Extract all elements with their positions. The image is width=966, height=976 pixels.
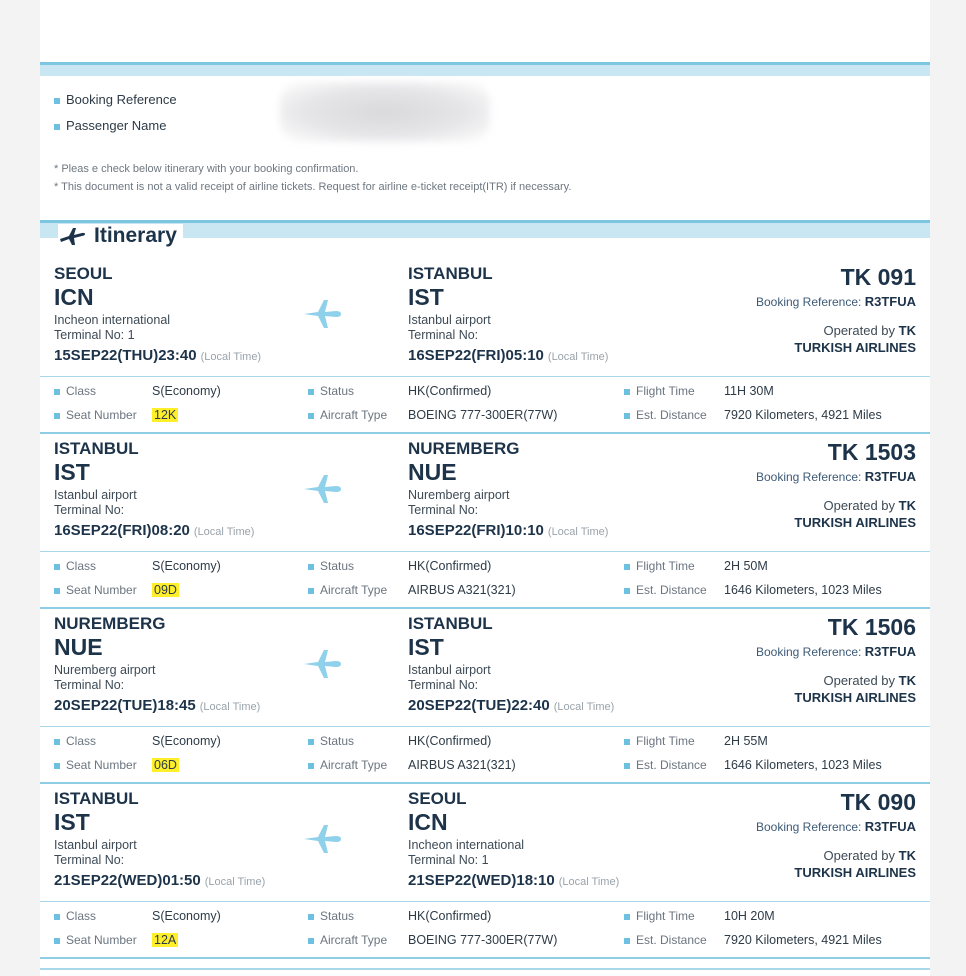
passenger-name-row xyxy=(54,118,166,133)
destination-code: IST xyxy=(408,634,444,660)
flight-segment xyxy=(40,608,930,783)
itinerary-document xyxy=(40,0,930,976)
operated-by xyxy=(794,322,916,356)
aircraft-type-value: AIRBUS A321(321) xyxy=(408,583,516,597)
arrival-datetime: 21SEP22(WED)18:10 xyxy=(408,872,555,889)
departure-time xyxy=(54,347,261,364)
origin-airport: Incheon international xyxy=(54,313,171,327)
airplane-icon xyxy=(302,298,342,330)
flight-time-value: 11H 30M xyxy=(724,384,774,398)
operator-code: TK xyxy=(898,673,916,688)
arrival-time xyxy=(408,522,608,539)
departure-datetime: 15SEP22(THU)23:40 xyxy=(54,347,197,364)
departure-datetime: 16SEP22(FRI)08:20 xyxy=(54,522,190,539)
bullet-icon xyxy=(54,389,60,395)
class-label-cell xyxy=(54,909,96,923)
bullet-icon xyxy=(308,739,314,745)
divider xyxy=(40,901,930,902)
bullet-icon xyxy=(624,914,630,920)
local-time-label: (Local Time) xyxy=(547,351,609,363)
distance-label-cell xyxy=(624,408,707,422)
status-label-cell xyxy=(308,734,354,748)
class-label-cell xyxy=(54,734,96,748)
operator-name: TURKISH AIRLINES xyxy=(794,690,916,705)
status-label: Status xyxy=(320,384,355,398)
flight-time-value: 2H 50M xyxy=(724,559,768,573)
operated-by xyxy=(794,497,916,531)
status-label: Status xyxy=(320,909,355,923)
status-value: HK(Confirmed) xyxy=(408,559,492,573)
origin-city: ISTANBUL xyxy=(54,789,139,808)
bullet-icon xyxy=(308,763,314,769)
origin-terminal: Terminal No: 1 xyxy=(54,328,135,342)
bullet-icon xyxy=(54,763,60,769)
operator-name: TURKISH AIRLINES xyxy=(794,515,916,530)
destination-terminal: Terminal No: 1 xyxy=(408,853,489,867)
redacted-personal-info xyxy=(280,82,490,142)
est-distance-value: 7920 Kilometers, 4921 Miles xyxy=(724,933,882,947)
arrival-datetime: 16SEP22(FRI)05:10 xyxy=(408,347,544,364)
origin-city: SEOUL xyxy=(54,264,113,283)
flight-time-label-cell xyxy=(624,384,695,398)
aircraft-label-cell xyxy=(308,408,387,422)
booking-reference xyxy=(756,294,916,309)
seat-label-cell xyxy=(54,583,137,597)
seat-number-value: 12A xyxy=(154,933,177,947)
operated-by-label: Operated by xyxy=(823,323,896,338)
booking-reference-code: R3TFUA xyxy=(864,469,916,484)
bullet-icon xyxy=(624,763,630,769)
arrival-time xyxy=(408,872,619,889)
bullet-icon xyxy=(308,914,314,920)
operator-code: TK xyxy=(898,498,916,513)
class-label-cell xyxy=(54,384,96,398)
divider xyxy=(40,376,930,377)
aircraft-type-value: AIRBUS A321(321) xyxy=(408,758,516,772)
est-distance-label: Est. Distance xyxy=(636,408,707,422)
origin-terminal: Terminal No: xyxy=(54,503,125,517)
departure-time xyxy=(54,872,265,889)
booking-reference xyxy=(756,819,916,834)
local-time-label: (Local Time) xyxy=(199,701,261,713)
destination-terminal: Terminal No: xyxy=(408,328,479,342)
departure-time xyxy=(54,522,254,539)
seat-label-cell xyxy=(54,758,137,772)
divider xyxy=(40,726,930,727)
status-value: HK(Confirmed) xyxy=(408,909,492,923)
est-distance-label: Est. Distance xyxy=(636,758,707,772)
origin-code: NUE xyxy=(54,634,103,660)
arrival-datetime: 16SEP22(FRI)10:10 xyxy=(408,522,544,539)
destination-terminal: Terminal No: xyxy=(408,678,479,692)
distance-label-cell xyxy=(624,758,707,772)
est-distance-value: 1646 Kilometers, 1023 Miles xyxy=(724,758,882,772)
aircraft-type-label: Aircraft Type xyxy=(320,408,388,422)
local-time-label: (Local Time) xyxy=(200,351,262,363)
bullet-icon xyxy=(624,564,630,570)
arrival-time xyxy=(408,347,608,364)
local-time-label: (Local Time) xyxy=(193,526,255,538)
distance-label-cell xyxy=(624,933,707,947)
aircraft-type-label: Aircraft Type xyxy=(320,933,388,947)
divider xyxy=(40,957,930,959)
destination-terminal: Terminal No: xyxy=(408,503,479,517)
status-label: Status xyxy=(320,559,355,573)
operator-code: TK xyxy=(898,323,916,338)
aircraft-type-value: BOEING 777-300ER(77W) xyxy=(408,408,558,422)
class-value: S(Economy) xyxy=(152,559,221,573)
destination-city: SEOUL xyxy=(408,789,467,808)
flight-time-label: Flight Time xyxy=(636,734,695,748)
class-label: Class xyxy=(66,384,97,398)
origin-code: ICN xyxy=(54,284,94,310)
origin-terminal: Terminal No: xyxy=(54,853,125,867)
aircraft-label-cell xyxy=(308,758,387,772)
seat-number-value: 09D xyxy=(154,583,177,597)
operated-by xyxy=(794,672,916,706)
class-label: Class xyxy=(66,909,97,923)
seat-label-cell xyxy=(54,933,137,947)
aircraft-type-value: BOEING 777-300ER(77W) xyxy=(408,933,558,947)
flight-time-label-cell xyxy=(624,909,695,923)
bullet-icon xyxy=(308,564,314,570)
operator-name: TURKISH AIRLINES xyxy=(794,340,916,355)
destination-city: NUREMBERG xyxy=(408,439,520,458)
aircraft-label-cell xyxy=(308,583,387,597)
origin-city: ISTANBUL xyxy=(54,439,139,458)
bullet-icon xyxy=(624,588,630,594)
origin-airport: Istanbul airport xyxy=(54,838,137,852)
destination-city: ISTANBUL xyxy=(408,614,493,633)
airplane-icon xyxy=(302,473,342,505)
distance-label-cell xyxy=(624,583,707,597)
aircraft-type-label: Aircraft Type xyxy=(320,583,388,597)
bullet-icon xyxy=(624,938,630,944)
operated-by xyxy=(794,847,916,881)
status-label-cell xyxy=(308,559,354,573)
status-value: HK(Confirmed) xyxy=(408,384,492,398)
origin-terminal: Terminal No: xyxy=(54,678,125,692)
airplane-icon xyxy=(302,648,342,680)
seat-number-label: Seat Number xyxy=(66,408,137,422)
operator-code: TK xyxy=(898,848,916,863)
note-line: * Pleas e check below itinerary with your booking confirmation. xyxy=(54,163,359,175)
est-distance-label: Est. Distance xyxy=(636,933,707,947)
seat-label-cell xyxy=(54,408,137,422)
flight-time-label: Flight Time xyxy=(636,909,695,923)
est-distance-value: 1646 Kilometers, 1023 Miles xyxy=(724,583,882,597)
bullet-icon xyxy=(54,98,60,104)
destination-airport: Istanbul airport xyxy=(408,313,491,327)
flight-time-label-cell xyxy=(624,559,695,573)
destination-city: ISTANBUL xyxy=(408,264,493,283)
flight-time-label: Flight Time xyxy=(636,559,695,573)
origin-code: IST xyxy=(54,809,90,835)
header-bar xyxy=(40,62,930,76)
booking-reference-label: Booking Reference: xyxy=(755,470,862,484)
operator-name: TURKISH AIRLINES xyxy=(794,865,916,880)
flight-segment xyxy=(40,433,930,608)
destination-airport: Istanbul airport xyxy=(408,663,491,677)
class-label-cell xyxy=(54,559,96,573)
class-label: Class xyxy=(66,559,97,573)
seat-number-label: Seat Number xyxy=(66,933,137,947)
flight-segment xyxy=(40,783,930,958)
destination-airport: Incheon international xyxy=(408,838,525,852)
est-distance-value: 7920 Kilometers, 4921 Miles xyxy=(724,408,882,422)
flight-number: TK 1503 xyxy=(827,439,916,465)
operated-by-label: Operated by xyxy=(823,498,896,513)
departure-datetime: 21SEP22(WED)01:50 xyxy=(54,872,201,889)
booking-reference-code: R3TFUA xyxy=(864,644,916,659)
flight-number: TK 1506 xyxy=(827,614,916,640)
booking-reference-code: R3TFUA xyxy=(864,294,916,309)
origin-city: NUREMBERG xyxy=(54,614,166,633)
divider xyxy=(40,551,930,552)
booking-reference-label: Booking Reference: xyxy=(755,295,862,309)
bullet-icon xyxy=(54,564,60,570)
flight-segment xyxy=(40,258,930,433)
bullet-icon xyxy=(308,938,314,944)
booking-reference-label: Booking Reference: xyxy=(755,820,862,834)
seat-number-label: Seat Number xyxy=(66,583,137,597)
class-value: S(Economy) xyxy=(152,384,221,398)
origin-airport: Nuremberg airport xyxy=(54,663,156,677)
destination-code: NUE xyxy=(408,459,457,485)
flight-number: TK 091 xyxy=(840,264,916,290)
divider xyxy=(40,968,930,970)
destination-code: ICN xyxy=(408,809,448,835)
seat-number-value: 12K xyxy=(154,408,177,422)
booking-reference xyxy=(756,469,916,484)
itinerary-heading xyxy=(58,224,183,248)
operated-by-label: Operated by xyxy=(823,673,896,688)
aircraft-type-label: Aircraft Type xyxy=(320,758,388,772)
departure-datetime: 20SEP22(TUE)18:45 xyxy=(54,697,196,714)
booking-reference-label: Booking Reference: xyxy=(755,645,862,659)
flight-time-value: 2H 55M xyxy=(724,734,768,748)
class-label: Class xyxy=(66,734,97,748)
origin-airport: Istanbul airport xyxy=(54,488,137,502)
bullet-icon xyxy=(308,413,314,419)
class-value: S(Economy) xyxy=(152,734,221,748)
status-label-cell xyxy=(308,909,354,923)
bullet-icon xyxy=(54,124,60,130)
airplane-icon xyxy=(58,225,86,247)
destination-airport: Nuremberg airport xyxy=(408,488,510,502)
operated-by-label: Operated by xyxy=(823,848,896,863)
bullet-icon xyxy=(54,588,60,594)
passenger-name-label: Passenger Name xyxy=(66,118,167,133)
bullet-icon xyxy=(54,413,60,419)
bullet-icon xyxy=(624,413,630,419)
booking-reference-label: Booking Reference xyxy=(66,92,177,107)
est-distance-label: Est. Distance xyxy=(636,583,707,597)
status-label: Status xyxy=(320,734,355,748)
bullet-icon xyxy=(54,739,60,745)
local-time-label: (Local Time) xyxy=(204,876,266,888)
arrival-time xyxy=(408,697,614,714)
itinerary-title: Itinerary xyxy=(94,224,177,247)
airplane-icon xyxy=(302,823,342,855)
status-label-cell xyxy=(308,384,354,398)
local-time-label: (Local Time) xyxy=(553,701,615,713)
flight-time-value: 10H 20M xyxy=(724,909,775,923)
flight-time-label: Flight Time xyxy=(636,384,695,398)
bullet-icon xyxy=(54,938,60,944)
arrival-datetime: 20SEP22(TUE)22:40 xyxy=(408,697,550,714)
booking-reference-row xyxy=(54,92,177,107)
note-line: * This document is not a valid receipt of airline tickets. Request for airline e-ticket receipt(ITR) if necessary. xyxy=(54,181,572,193)
local-time-label: (Local Time) xyxy=(547,526,609,538)
bullet-icon xyxy=(624,739,630,745)
status-value: HK(Confirmed) xyxy=(408,734,492,748)
class-value: S(Economy) xyxy=(152,909,221,923)
local-time-label: (Local Time) xyxy=(558,876,620,888)
bullet-icon xyxy=(308,389,314,395)
seat-number-value: 06D xyxy=(154,758,177,772)
destination-code: IST xyxy=(408,284,444,310)
origin-code: IST xyxy=(54,459,90,485)
booking-reference-code: R3TFUA xyxy=(864,819,916,834)
aircraft-label-cell xyxy=(308,933,387,947)
bullet-icon xyxy=(308,588,314,594)
seat-number-label: Seat Number xyxy=(66,758,137,772)
departure-time xyxy=(54,697,260,714)
bullet-icon xyxy=(624,389,630,395)
bullet-icon xyxy=(54,914,60,920)
flight-time-label-cell xyxy=(624,734,695,748)
booking-reference xyxy=(756,644,916,659)
flight-number: TK 090 xyxy=(840,789,916,815)
